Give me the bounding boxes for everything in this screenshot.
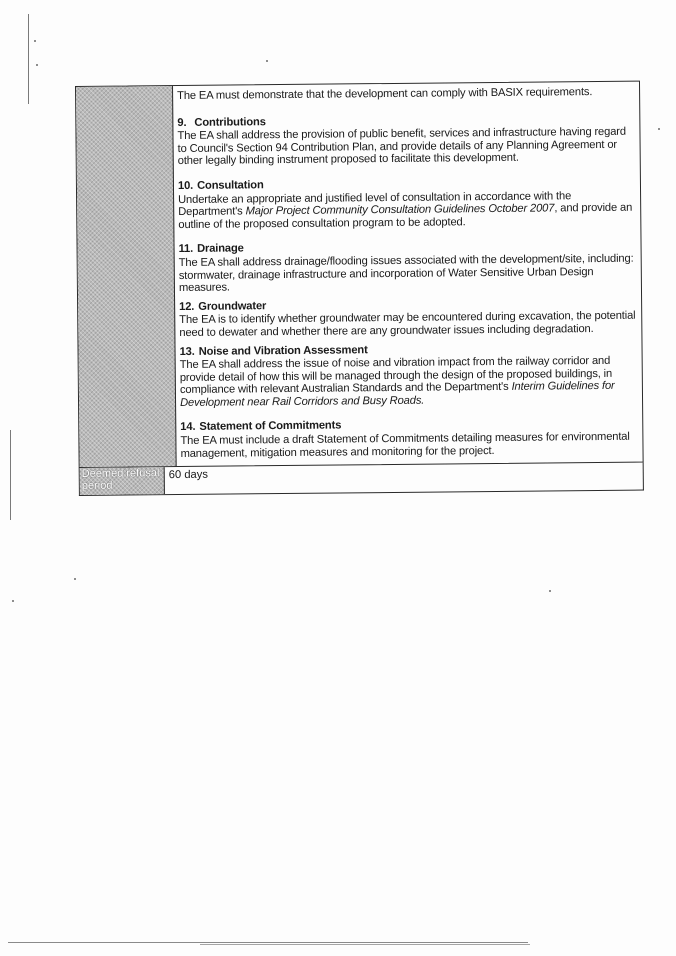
basix-requirement: The EA must demonstrate that the development can comply with BASIX requirements.: [177, 86, 593, 103]
guideline-title: Interim Guidelines for Development near Rail Corridors and Busy Roads.: [179, 380, 615, 409]
scan-speck: [549, 590, 551, 592]
section-body-text: Undertake an appropriate and justified level of consultation in accordance with the Department's: [178, 189, 572, 219]
section-groundwater: [179, 296, 637, 339]
footer-rule: [200, 944, 530, 945]
scan-speck: [36, 64, 38, 66]
requirements-row: [75, 81, 644, 469]
shaded-label-cell: [76, 86, 177, 467]
section-noise-vibration: [179, 341, 638, 409]
section-statement-of-commitments: [180, 417, 638, 460]
section-title: Groundwater: [198, 299, 267, 313]
section-title: Noise and Vibration Assessment: [198, 343, 368, 358]
section-body: The EA must include a draft Statement of Commitments detailing measures for environmental management, mitigation measures and monitoring for the project.: [180, 430, 630, 460]
section-number: 13.: [179, 345, 195, 358]
scan-edge-mark: [28, 14, 29, 104]
section-body-text: , and provide an outline of the proposed consultation program to be adopted.: [178, 201, 633, 231]
section-title: Contributions: [194, 115, 266, 129]
deemed-refusal-value: 60 days: [168, 468, 208, 482]
section-body: [178, 189, 636, 231]
scan-speck: [266, 60, 268, 62]
section-body: The EA shall address drainage/flooding issues associated with the development/site, including: stormwater, drainage infrastructure and incorporation of Water Sensitive Urban Design measures.: [178, 252, 634, 295]
scan-speck: [658, 128, 660, 130]
scan-speck: [74, 578, 76, 580]
section-title: Statement of Commitments: [199, 419, 342, 434]
deemed-refusal-label: Deemed refusal period: [80, 467, 165, 495]
section-body: The EA is to identify whether groundwater may be encountered during excavation, the potential need to dewater and whether there are any groundwater issues including degradation.: [179, 309, 636, 339]
scan-speck: [34, 40, 36, 42]
requirements-content: [173, 82, 643, 467]
section-number: 9.: [177, 116, 187, 129]
scan-edge-mark: [10, 430, 11, 520]
deemed-refusal-row: [79, 463, 644, 496]
section-body: [180, 355, 638, 410]
guideline-title: Major Project Community Consultation Guidelines October 2007: [245, 202, 555, 218]
requirements-table: [75, 81, 644, 497]
section-body-text: The EA shall address the issue of noise and vibration impact from the railway corridor and provide detail of how this will be managed through the design of the proposed buildings, in compliance with relevant Australian Standards and the Department's: [179, 354, 613, 397]
section-drainage: [179, 239, 637, 295]
section-number: 12.: [179, 300, 195, 313]
section-title: Consultation: [197, 179, 264, 192]
section-consultation: [178, 176, 636, 232]
footer-rule: [8, 942, 528, 943]
section-title: Drainage: [196, 242, 244, 256]
section-number: 10.: [177, 179, 194, 192]
section-number: 11.: [178, 243, 194, 256]
scan-speck: [12, 600, 14, 602]
section-contributions: [177, 112, 635, 168]
section-body: The EA shall address the provision of public benefit, services and infrastructure having regard to Council's Section 94 Contribution Plan, and provide details of any Planning Agreement or other legally binding instrument proposed to facilitate this development.: [177, 125, 626, 168]
section-number: 14.: [180, 421, 196, 434]
